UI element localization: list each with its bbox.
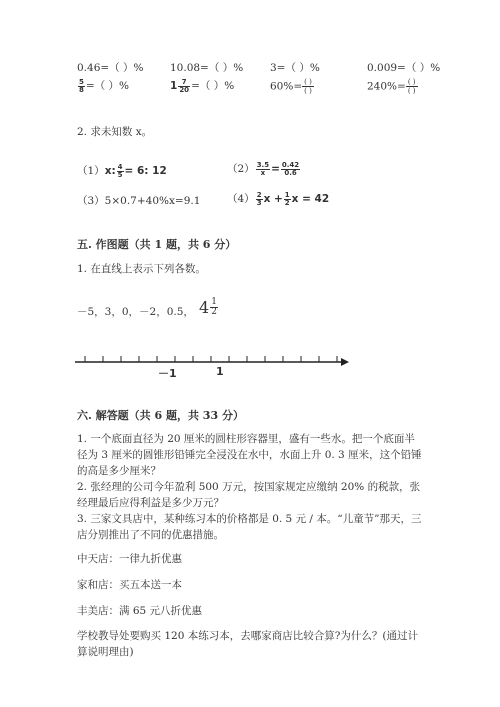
tick-label-neg1: －1: [158, 367, 177, 380]
number-line: [75, 350, 355, 380]
fraction: $\frac{1}{2}$: [284, 190, 290, 207]
convert-item-4: 0.009=（ ）%: [367, 62, 441, 74]
store-offer: 家和店：买五本送一本: [77, 579, 182, 591]
question-text: 1. 一个底面直径为 20 厘米的圆柱形容器里，盛有一些水。把一个底面半径为 3 厘米的圆锥形铅锤完全浸没在水中，水面上升 0. 3 厘米，这个铅锤的高是多少厘米？: [77, 433, 422, 477]
fraction: $\frac{4}{5}$: [117, 162, 123, 179]
convert-item-1: 0.46=（ ）%: [77, 62, 144, 74]
equation-2: （2） $\frac{3.5}{x}$ = $\frac{0.42}{0.6}$: [227, 160, 300, 177]
fraction: $\frac{0.42}{0.6}$: [281, 160, 300, 177]
question-title: 2. 求未知数 x。: [77, 126, 153, 138]
section-title: 六. 解答题（共 6 题，共 33 分）: [77, 409, 244, 422]
blank-fraction: $\frac{( )}{( )}$: [304, 78, 312, 95]
question-text: 学校教导处要购买 120 本练习本，去哪家商店比较合算?为什么？(通过计算说明理由): [77, 630, 418, 658]
convert-item-2: 10.08=（ ）%: [170, 62, 244, 74]
convert-item-3: 3=（ ）%: [270, 62, 320, 74]
section-title: 五. 作图题（共 1 题，共 6 分）: [77, 238, 237, 251]
equation-4: （4） $\frac{2}{3}$ x + $\frac{1}{2}$ x = 42: [227, 190, 330, 207]
question-text: 1. 在直线上表示下列各数。: [77, 263, 206, 275]
blank-fraction: $\frac{( )}{( )}$: [407, 78, 416, 95]
number-list: －5，3，0，－2，0.5，: [77, 306, 194, 318]
question-text: 2. 张经理的公司今年盈利 500 万元，按国家规定应缴纳 20% 的税款，张经理最后应得利益是多少万元？: [77, 481, 421, 509]
store-offer: 中天店：一律九折优惠: [77, 553, 182, 565]
question-text: 3. 三家文具店中，某种练习本的价格都是 0. 5 元 / 本。“儿童节”那天，三店分别推出了不同的优惠措施。: [77, 513, 422, 541]
convert-item-7: 60%= $\frac{( )}{( )}$: [270, 78, 312, 95]
fraction: $\frac{5}{8}$: [79, 77, 84, 94]
mixed-number: 4 $\frac{1}{2}$: [199, 297, 217, 317]
convert-item-5: $\frac{5}{8}$ =（ ）%: [79, 77, 129, 94]
fraction: $\frac{2}{3}$: [256, 190, 262, 207]
tick-label-1: 1: [216, 365, 224, 378]
convert-item-8: 240%= $\frac{( )}{( )}$: [367, 78, 416, 95]
equation-1: （1）x: $\frac{4}{5}$ = 6: 12: [77, 162, 167, 179]
fraction: $\frac{7}{20}$: [179, 77, 190, 94]
fraction: $\frac{3.5}{x}$: [256, 160, 270, 177]
arrow-icon: [341, 358, 349, 366]
fraction: $\frac{1}{2}$: [211, 297, 217, 317]
equation-3: （3）5×0.7+40%x=9.1: [77, 195, 201, 207]
store-offer: 丰美店：满 65 元八折优惠: [77, 605, 203, 617]
convert-item-6: 1 $\frac{7}{20}$ =（ ）%: [170, 77, 235, 94]
